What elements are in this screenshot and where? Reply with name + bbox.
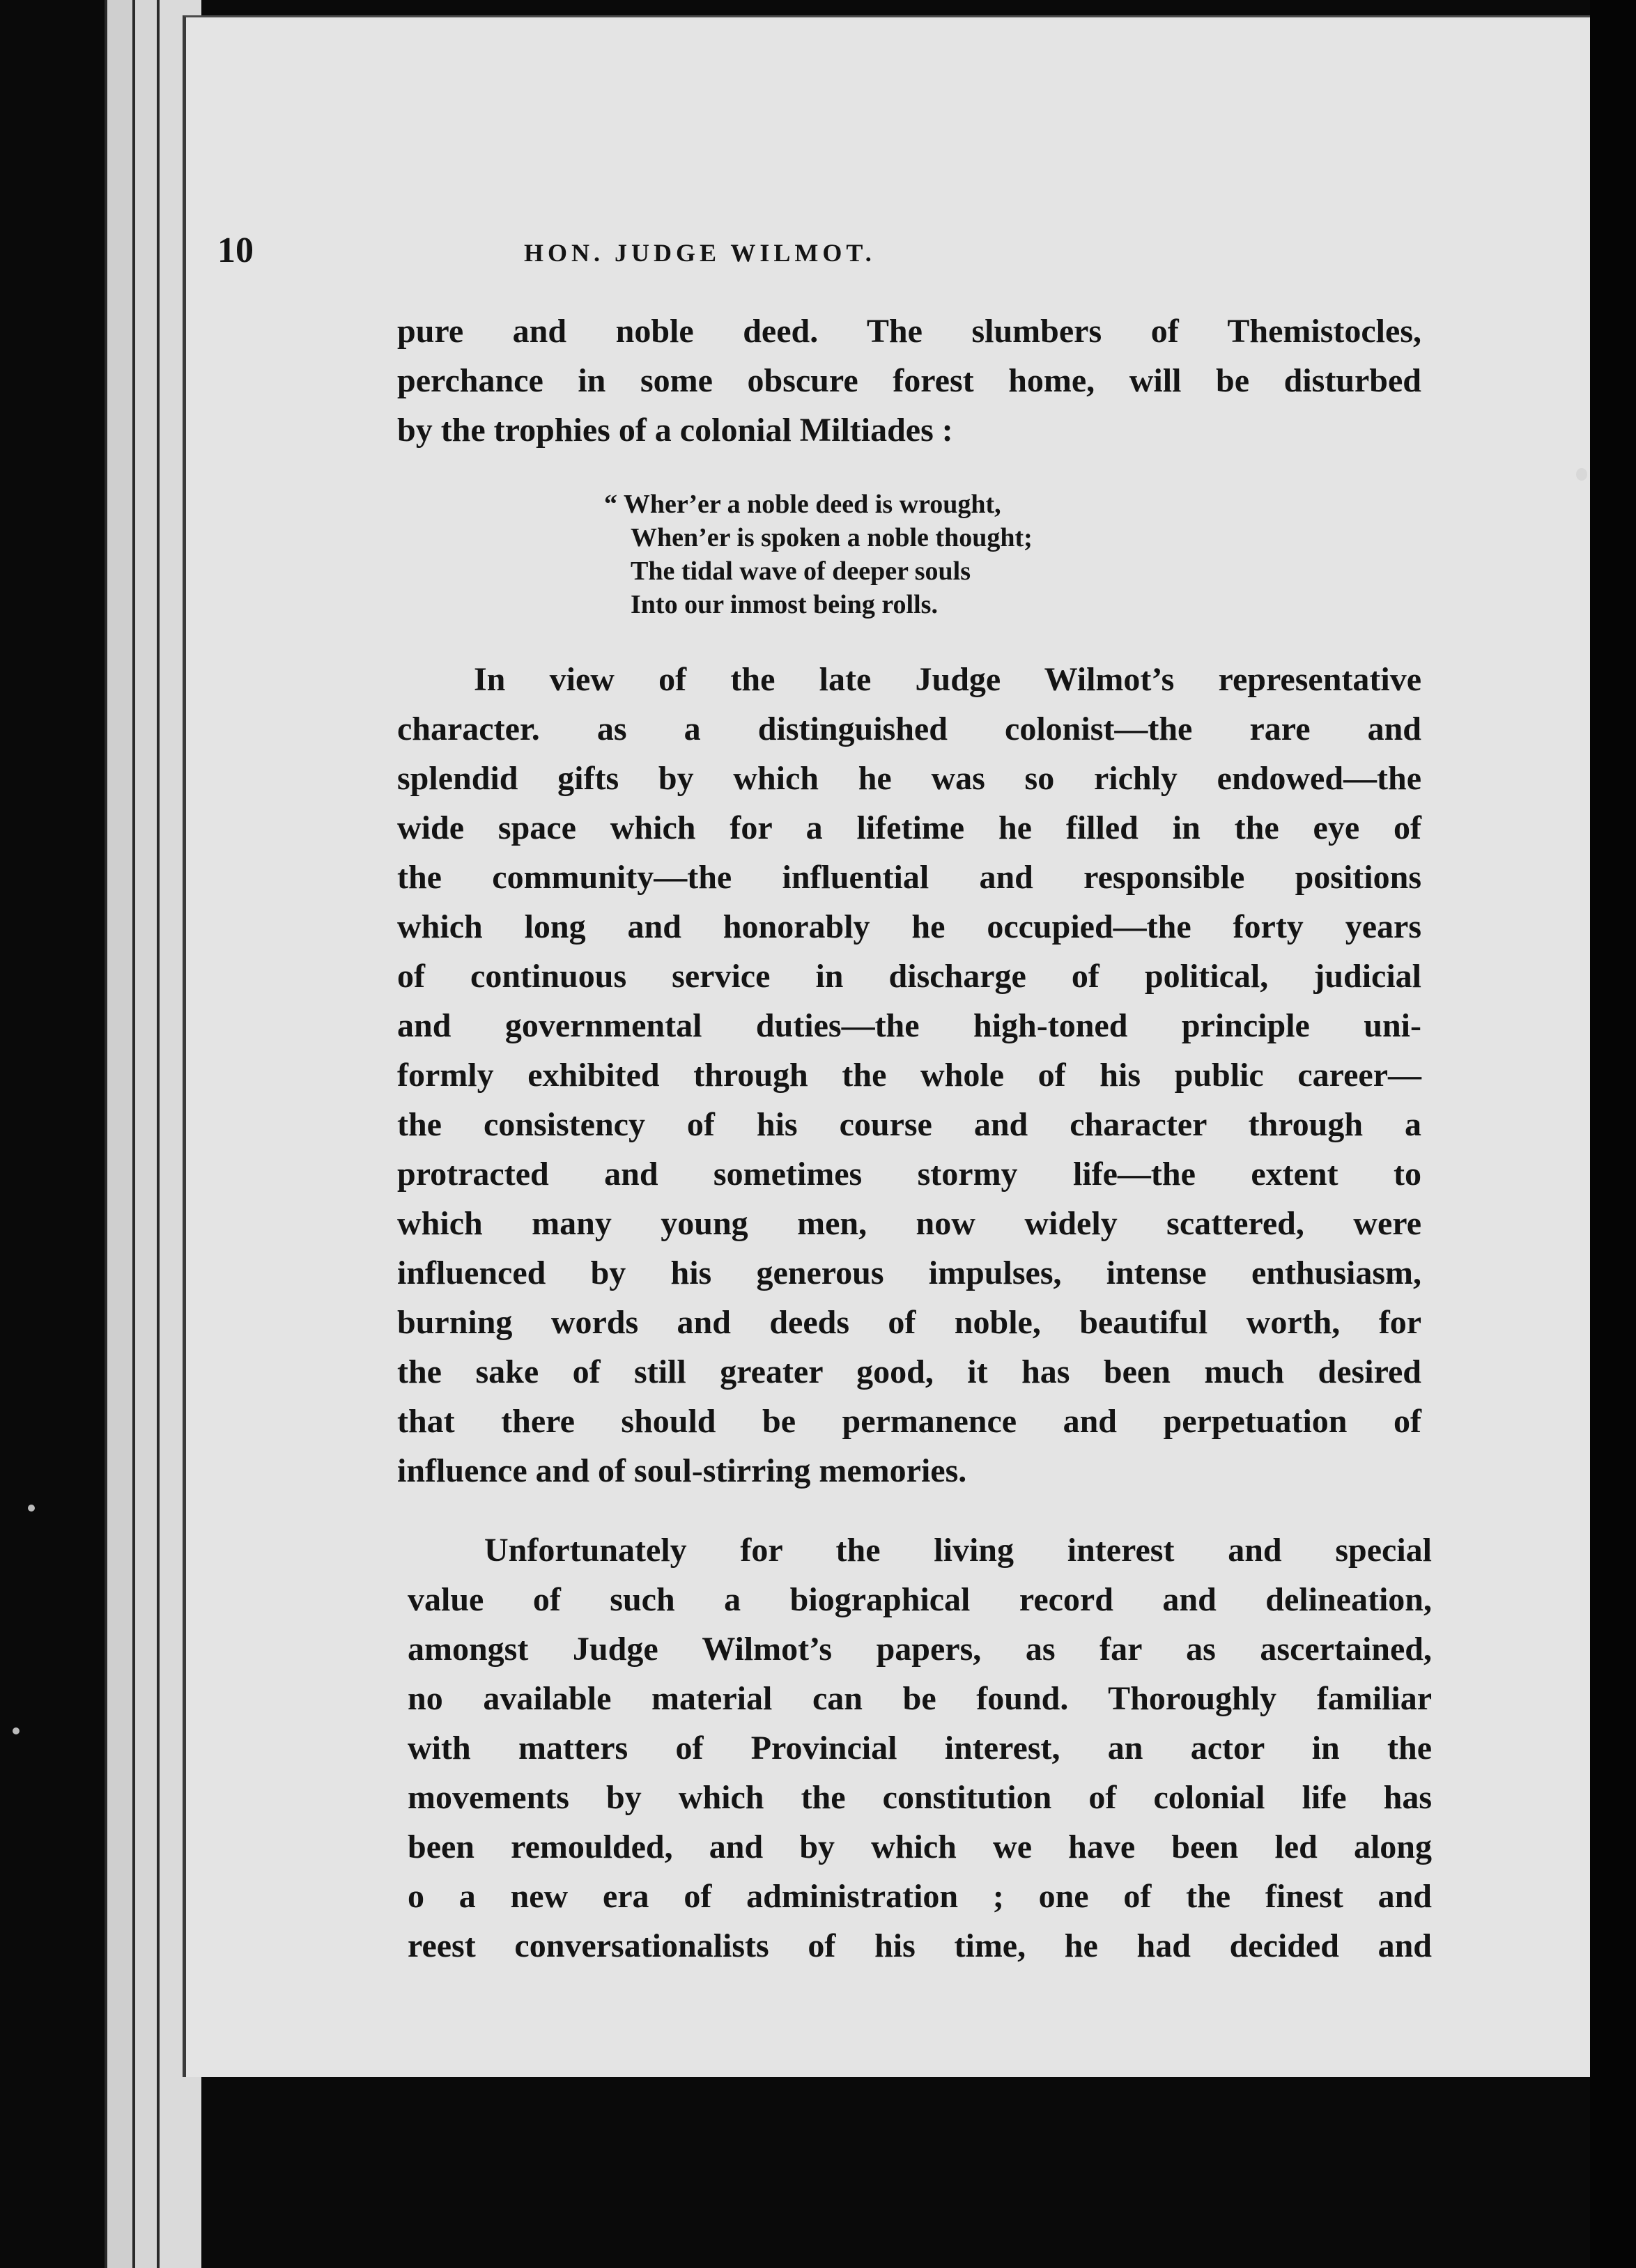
verse-quotation — [604, 488, 1033, 621]
text-line: In view of the late Judge Wilmot’s representative — [474, 661, 1421, 698]
text-line: influenced by his generous impulses, intense enthusiasm, — [397, 1255, 1421, 1291]
text-line: and governmental duties—the high-toned principle uni- — [397, 1007, 1421, 1044]
text-line: amongst Judge Wilmot’s papers, as far as ascertained, — [408, 1631, 1432, 1668]
text-line: reest conversationalists of his time, he had decided and — [408, 1927, 1432, 1964]
verse-line: When’er is spoken a noble thought; — [631, 523, 1033, 552]
text-line: the community—the influential and responsible positions — [397, 859, 1421, 896]
text-line: perchance in some obscure forest home, will be disturbed — [397, 362, 1421, 399]
verse-line: The tidal wave of deeper souls — [631, 557, 971, 586]
text-line: been remoulded, and by which we have been led along — [408, 1828, 1432, 1865]
text-line: which long and honorably he occupied—the forty years — [397, 908, 1421, 945]
page-number: 10 — [217, 231, 254, 270]
binding-shadow — [1590, 0, 1636, 2268]
text-line: character. as a distinguished colonist—the rare and — [397, 710, 1421, 747]
running-head: HON. JUDGE WILMOT. — [524, 239, 876, 267]
text-line: that there should be permanence and perpetuation of — [397, 1403, 1421, 1440]
text-line: value of such a biographical record and delineation, — [408, 1581, 1432, 1618]
text-line: burning words and deeds of noble, beautiful worth, for — [397, 1304, 1421, 1341]
text-line: influence and of soul-stirring memories. — [397, 1452, 967, 1489]
paragraph-2 — [397, 655, 1421, 1496]
text-line: pure and noble deed. The slumbers of Themistocles, — [397, 313, 1421, 350]
text-line: formly exhibited through the whole of his public career— — [397, 1057, 1421, 1094]
text-line: with matters of Provincial interest, an actor in the — [408, 1730, 1432, 1766]
text-line: wide space which for a lifetime he filled in the eye of — [397, 809, 1421, 846]
page-header — [217, 230, 1207, 286]
paragraph-1 — [397, 306, 1421, 455]
scan-speck — [28, 1505, 35, 1512]
text-line: by the trophies of a colonial Miltiades : — [397, 412, 953, 449]
scan-speck — [1576, 468, 1587, 481]
text-line: o a new era of administration ; one of the finest and — [408, 1878, 1432, 1915]
text-line: splendid gifts by which he was so richly endowed—the — [397, 760, 1421, 797]
text-line: protracted and sometimes stormy life—the extent to — [397, 1156, 1421, 1193]
text-line: the sake of still greater good, it has been much desired — [397, 1353, 1421, 1390]
text-line: which many young men, now widely scattered, were — [397, 1205, 1421, 1242]
paragraph-3 — [408, 1525, 1432, 1971]
verse-line: Into our inmost being rolls. — [631, 590, 938, 619]
scan-speck — [13, 1727, 20, 1734]
text-line: movements by which the constitution of colonial life has — [408, 1779, 1432, 1816]
text-line: Unfortunately for the living interest and special — [484, 1532, 1432, 1569]
verse-line: “ Wher’er a noble deed is wrought, — [604, 490, 1001, 519]
text-line: no available material can be found. Thoroughly familiar — [408, 1680, 1432, 1717]
text-line: of continuous service in discharge of political, judicial — [397, 958, 1421, 995]
text-line: the consistency of his course and character through a — [397, 1106, 1421, 1143]
